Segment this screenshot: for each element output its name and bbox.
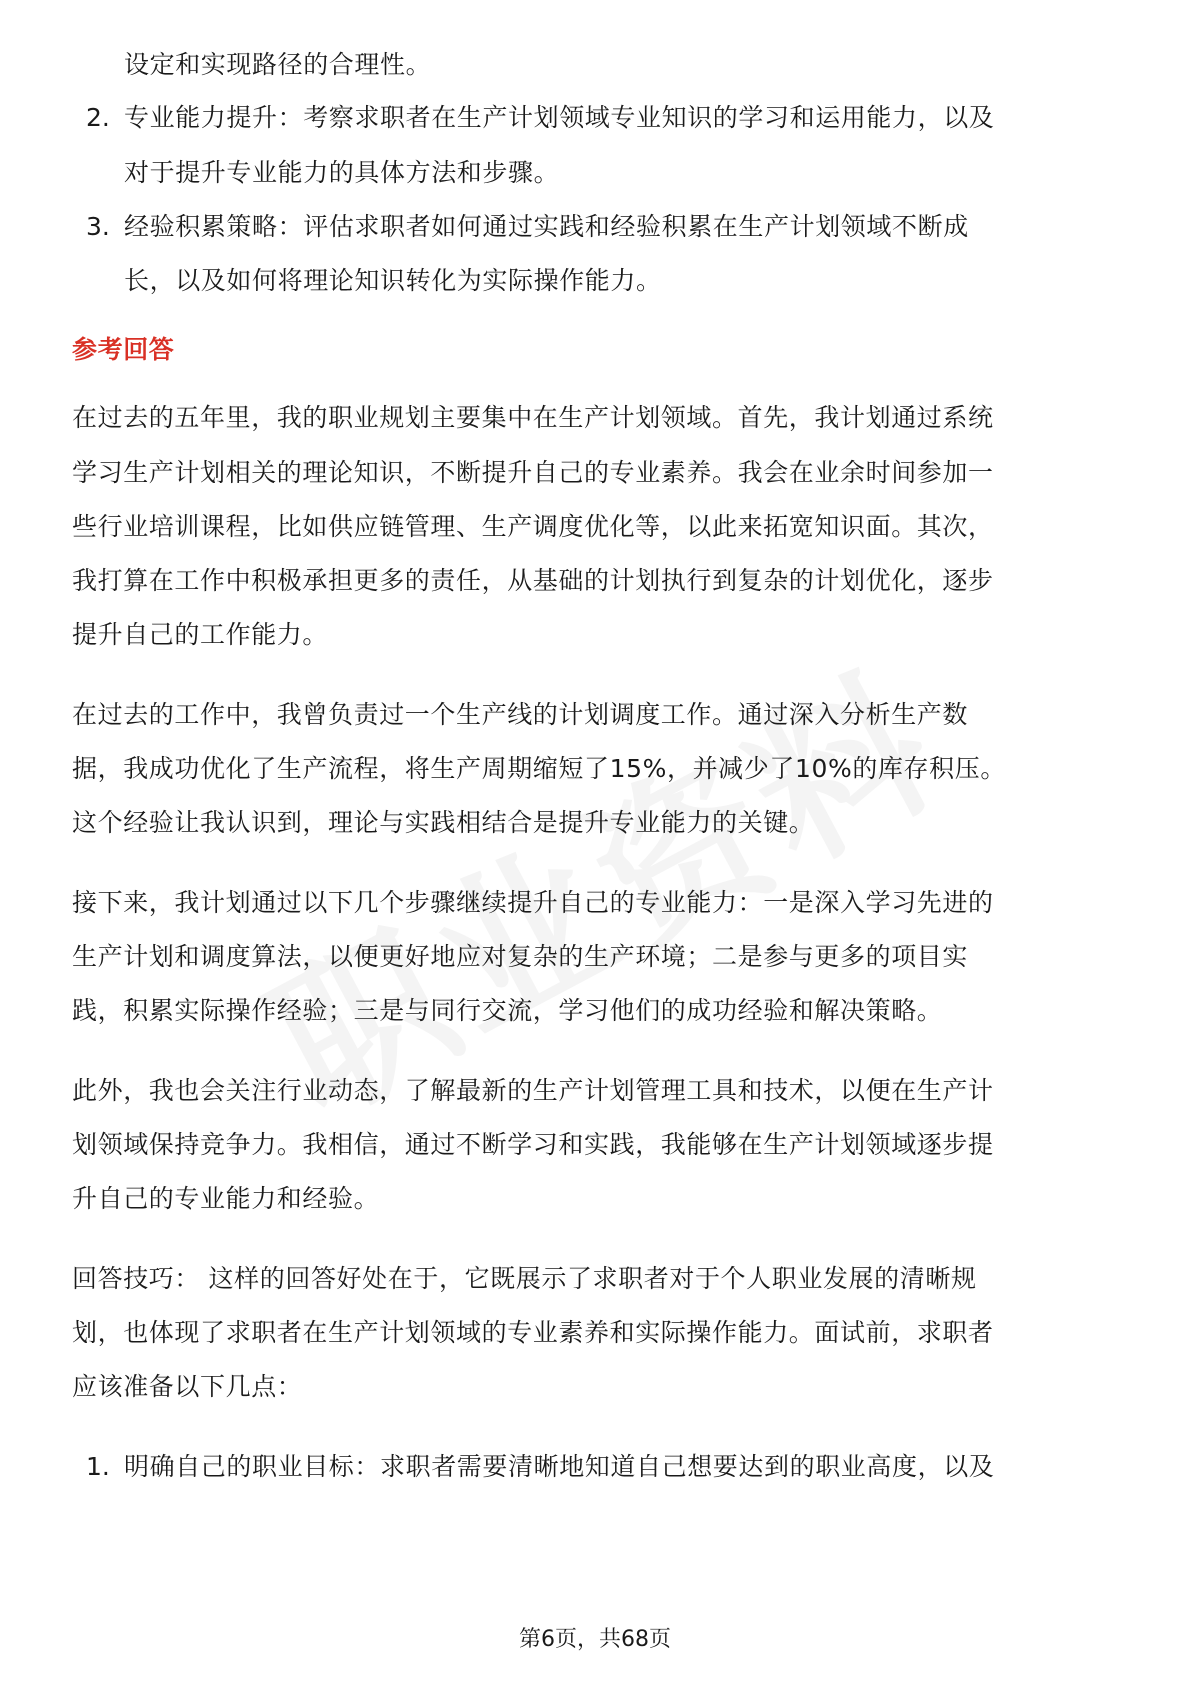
paragraph-4-line-2: 划领域保持竞争力。我相信，通过不断学习和实践，我能够在生产计划领域逐步提: [72, 1130, 994, 1159]
paragraph-1-line-4: 我打算在工作中积极承担更多的责任，从基础的计划执行到复杂的计划优化，逐步: [72, 566, 994, 595]
list-item-3-line-1: 经验积累策略：评估求职者如何通过实践和经验积累在生产计划领域不断成: [124, 212, 969, 241]
list-number-1: 1.: [86, 1452, 110, 1481]
paragraph-2-line-2: 据，我成功优化了生产流程，将生产周期缩短了15%，并减少了10%的库存积压。: [72, 754, 1006, 783]
list-item-3-line-2: 长，以及如何将理论知识转化为实际操作能力。: [124, 266, 662, 295]
paragraph-2-line-3: 这个经验让我认识到，理论与实践相结合是提升专业能力的关键。: [72, 808, 815, 837]
paragraph-5-line-2: 划，也体现了求职者在生产计划领域的专业素养和实际操作能力。面试前，求职者: [72, 1318, 994, 1347]
list-number-3: 3.: [86, 212, 110, 241]
list-number-2: 2.: [86, 103, 110, 132]
paragraph-4-line-1: 此外，我也会关注行业动态，了解最新的生产计划管理工具和技术，以便在生产计: [72, 1076, 994, 1105]
list-item-1-line-1: 明确自己的职业目标：求职者需要清晰地知道自己想要达到的职业高度，以及: [124, 1452, 995, 1481]
paragraph-2-line-1: 在过去的工作中，我曾负责过一个生产线的计划调度工作。通过深入分析生产数: [72, 700, 969, 729]
page-footer: 第6页，共68页: [519, 1627, 671, 1652]
paragraph-1-line-3: 些行业培训课程，比如供应链管理、生产调度优化等，以此来拓宽知识面。其次，: [72, 512, 994, 541]
paragraph-4-line-3: 升自己的专业能力和经验。: [72, 1184, 380, 1213]
paragraph-3-line-1: 接下来，我计划通过以下几个步骤继续提升自己的专业能力：一是深入学习先进的: [72, 888, 994, 917]
paragraph-3-line-2: 生产计划和调度算法，以便更好地应对复杂的生产环境；二是参与更多的项目实: [72, 942, 969, 971]
watermark: [145, 563, 1055, 1202]
paragraph-5-line-3: 应该准备以下几点：: [72, 1372, 303, 1401]
paragraph-5-line-1: 回答技巧： 这样的回答好处在于，它既展示了求职者对于个人职业发展的清晰规: [72, 1264, 977, 1293]
list-item-2-line-1: 专业能力提升：考察求职者在生产计划领域专业知识的学习和运用能力，以及: [124, 103, 995, 132]
paragraph-1-line-5: 提升自己的工作能力。: [72, 620, 329, 649]
section-heading: 参考回答: [72, 335, 175, 364]
paragraph-1-line-1: 在过去的五年里，我的职业规划主要集中在生产计划领域。首先，我计划通过系统: [72, 403, 994, 432]
list-item-2-line-2: 对于提升专业能力的具体方法和步骤。: [124, 158, 560, 187]
paragraph-1-line-2: 学习生产计划相关的理论知识，不断提升自己的专业素养。我会在业余时间参加一: [72, 458, 994, 487]
paragraph-3-line-3: 践，积累实际操作经验；三是与同行交流，学习他们的成功经验和解决策略。: [72, 996, 943, 1025]
list-item-1-continuation: 设定和实现路径的合理性。: [124, 50, 432, 79]
